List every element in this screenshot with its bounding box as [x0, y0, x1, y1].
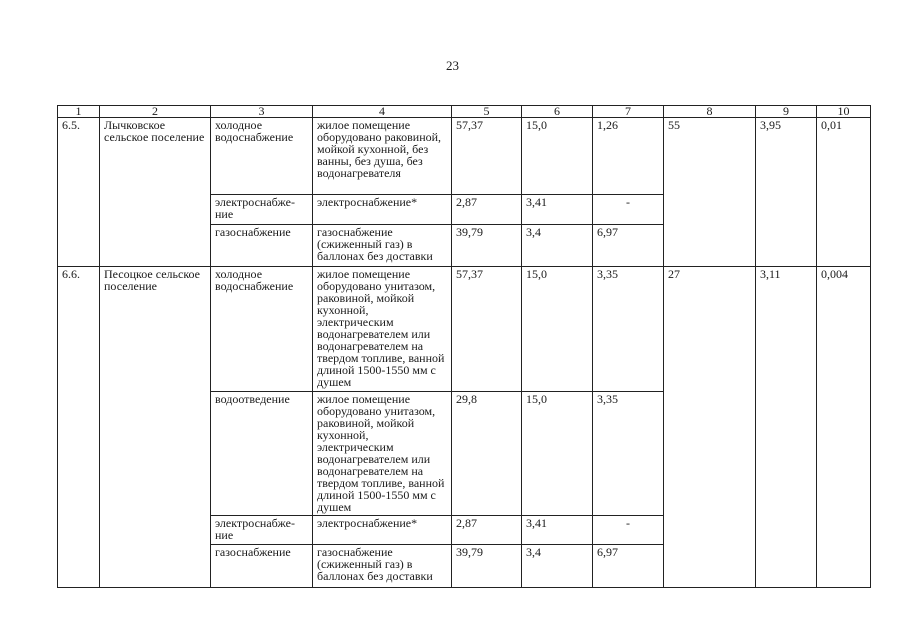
- value-col5: 57,37: [452, 267, 522, 392]
- column-number: 3: [211, 106, 313, 118]
- value-col6: 15,0: [522, 392, 593, 516]
- table-row: [58, 267, 871, 392]
- column-number: 6: [522, 106, 593, 118]
- value-col7: 1,26: [593, 118, 664, 195]
- value-col7: 3,35: [593, 267, 664, 392]
- value-col8: 55: [664, 118, 756, 267]
- service-type: водоотведение: [211, 392, 313, 516]
- value-col6: 3,41: [522, 195, 593, 225]
- value-col5: 57,37: [452, 118, 522, 195]
- service-type: электроснабже-ние: [211, 195, 313, 225]
- value-col5: 2,87: [452, 195, 522, 225]
- value-col5: 39,79: [452, 225, 522, 267]
- value-col5: 2,87: [452, 516, 522, 545]
- housing-description: жилое помещение оборудовано унитазом, раковиной, мойкой кухонной, электрическим водонагревателем или водонагревателем на твердом топливе, ванной длиной 1500-1550 мм с душем: [313, 392, 452, 516]
- column-number: 1: [58, 106, 100, 118]
- settlement-name: Песоцкое сельское поселение: [100, 267, 211, 588]
- value-col8: 27: [664, 267, 756, 588]
- value-col10: 0,004: [817, 267, 871, 588]
- service-type: газоснабжение: [211, 545, 313, 588]
- value-col6: 15,0: [522, 267, 593, 392]
- item-number: 6.6.: [58, 267, 100, 588]
- column-number: 7: [593, 106, 664, 118]
- service-type: электроснабже-ние: [211, 516, 313, 545]
- item-number: 6.5.: [58, 118, 100, 267]
- value-col7: -: [593, 195, 664, 225]
- housing-description: газоснабжение (сжиженный газ) в баллонах без доставки: [313, 225, 452, 267]
- housing-description: жилое помещение оборудовано унитазом, раковиной, мойкой кухонной, электрическим водонагревателем или водонагревателем на твердом топливе, ванной длиной 1500-1550 мм с душем: [313, 267, 452, 392]
- housing-description: электроснабжение*: [313, 195, 452, 225]
- housing-description: газоснабжение (сжиженный газ) в баллонах без доставки: [313, 545, 452, 588]
- value-col7: -: [593, 516, 664, 545]
- value-col9: 3,95: [756, 118, 817, 267]
- service-type: холодное водоснабжение: [211, 118, 313, 195]
- header-row: [58, 106, 871, 118]
- value-col10: 0,01: [817, 118, 871, 267]
- housing-description: жилое помещение оборудовано раковиной, мойкой кухонной, без ванны, без душа, без водонагревателя: [313, 118, 452, 195]
- value-col9: 3,11: [756, 267, 817, 588]
- service-type: холодное водоснабжение: [211, 267, 313, 392]
- value-col7: 3,35: [593, 392, 664, 516]
- value-col6: 3,4: [522, 225, 593, 267]
- column-number: 2: [100, 106, 211, 118]
- table-row: [58, 118, 871, 195]
- value-col6: 3,4: [522, 545, 593, 588]
- tariff-table: [57, 105, 871, 588]
- value-col5: 39,79: [452, 545, 522, 588]
- value-col5: 29,8: [452, 392, 522, 516]
- value-col7: 6,97: [593, 545, 664, 588]
- column-number: 5: [452, 106, 522, 118]
- column-number: 8: [664, 106, 756, 118]
- value-col6: 3,41: [522, 516, 593, 545]
- value-col7: 6,97: [593, 225, 664, 267]
- settlement-name: Лычковское сельское поселение: [100, 118, 211, 267]
- service-type: газоснабжение: [211, 225, 313, 267]
- housing-description: электроснабжение*: [313, 516, 452, 545]
- column-number: 9: [756, 106, 817, 118]
- page-number: 23: [446, 58, 459, 73]
- column-number: 4: [313, 106, 452, 118]
- value-col6: 15,0: [522, 118, 593, 195]
- column-number: 10: [817, 106, 871, 118]
